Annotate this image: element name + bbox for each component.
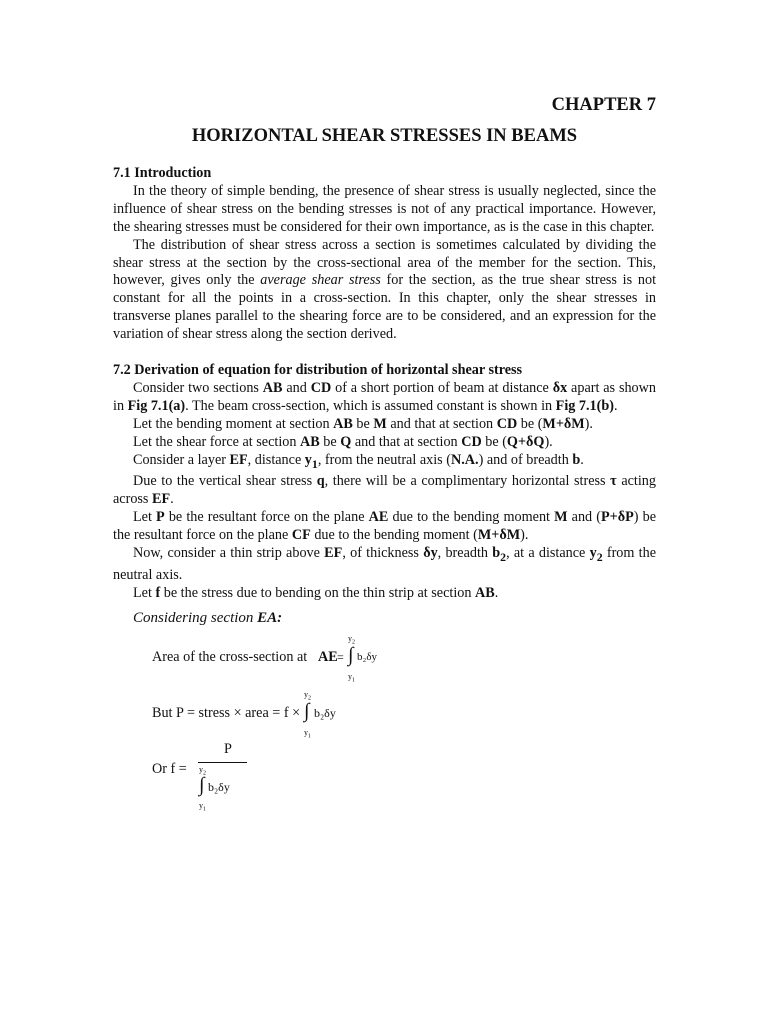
lower-limit: $y_1$ [348, 672, 355, 684]
integral-sign: ∫ [199, 774, 205, 797]
paragraph-resultant-force: Let P be the resultant force on the plane AE due to the bending moment M and (P+δP) be the resultant force on the plane CF due to the bending moment (M+δM). [113, 509, 657, 544]
integral-sign: ∫ [348, 644, 354, 667]
equation-stress: Or f = P $y_2$ ∫ $y_1$ b₂δy [152, 741, 656, 811]
paragraph-bending-stress: Let f be the stress due to bending on the thin strip at section AB. [133, 584, 499, 601]
considering-section-label: Considering section EA: [133, 609, 283, 626]
paragraph-bending-moment: Let the bending moment at section AB be M and that at section CD be (M+δM). [133, 415, 593, 432]
section-heading-7-1: 7.1 Introduction [113, 165, 212, 181]
document-page [113, 94, 656, 811]
numerator: P [224, 741, 232, 758]
equation-area: Area of the cross-section at AE = ∫ $y_2$ $y_1$ b₂δy [152, 634, 378, 684]
paragraph-thin-strip: Now, consider a thin strip above EF, of thickness δy, breadth $b_2$, at a distance $y_2$ from the neutral axis. [113, 544, 656, 583]
chapter-number: CHAPTER 7 [551, 95, 656, 115]
chapter-title: HORIZONTAL SHEAR STRESSES IN BEAMS [191, 126, 578, 146]
equation-force: But P = stress × area = f × ∫ $y_2$ $y_1$ b₂δy [152, 690, 336, 740]
upper-limit: $y_2$ [199, 765, 206, 777]
paragraph-intro-1: In the theory of simple bending, the presence of shear stress is usually neglected, since the influence of shear stress on the bending stresses is not of any practical importance. However, the shearing stresses must be considered for their own importance, as is the case in this chapter. [113, 182, 656, 235]
paragraph-consider-sections: Consider two sections AB and CD of a short portion of beam at distance δx apart as shown in Fig 7.1(a). The beam cross-section, which is assumed constant is shown in Fig 7.1(b). [113, 379, 656, 414]
paragraph-intro-2: The distribution of shear stress across a section is sometimes calculated by dividing the shear stress at the section by the cross-sectional area of the member for the section. This, however, gives only the average shear stress for the section, as the true shear stress is not constant for all the points in a cross-section. In this chapter, only the shear stresses in transverse planes parallel to the shearing force are to be considered, and an expression for the variation of shear stress along the section derived. [113, 236, 657, 343]
paragraph-layer-ef: Consider a layer EF, distance $y_1$, from the neutral axis (N.A.) and of breadth b. [133, 451, 584, 471]
fraction-bar [198, 762, 247, 763]
lower-limit: $y_1$ [304, 728, 311, 740]
lower-limit: $y_1$ [199, 801, 206, 813]
upper-limit: $y_2$ [304, 690, 311, 702]
section-heading-7-2: 7.2 Derivation of equation for distribution of horizontal shear stress [113, 362, 523, 379]
integral-sign: ∫ [304, 700, 310, 723]
paragraph-shear-stress: Due to the vertical shear stress q, there will be a complimentary horizontal stress τ acting across EF. [113, 473, 656, 508]
paragraph-shear-force: Let the shear force at section AB be Q and that at section CD be (Q+δQ). [133, 433, 553, 450]
upper-limit: $y_2$ [348, 634, 355, 646]
